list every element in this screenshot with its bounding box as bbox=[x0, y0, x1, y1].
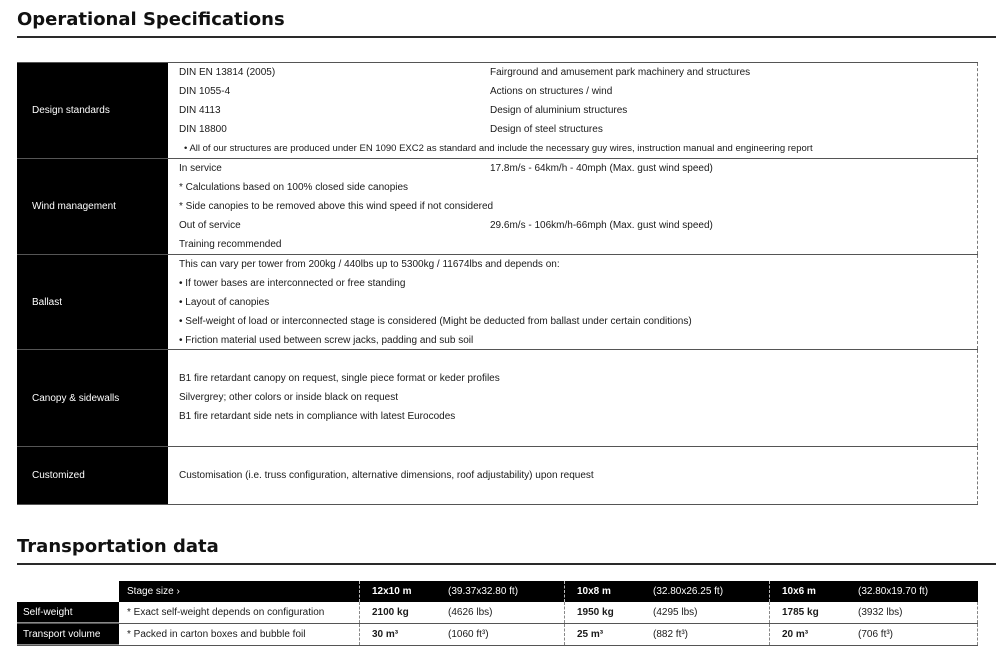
spec-line: Customisation (i.e. truss configuration, alternative dimensions, roof adjustability) upon request bbox=[179, 470, 594, 481]
imperial-value: (4295 lbs) bbox=[653, 607, 698, 618]
spec-row-label: Wind management bbox=[17, 159, 168, 254]
title-divider bbox=[17, 36, 996, 38]
standard-description: Design of aluminium structures bbox=[490, 105, 628, 116]
spec-row-label: Canopy & sidewalls bbox=[17, 350, 168, 446]
spec-row-wind-management bbox=[17, 158, 978, 254]
spec-row-label: Ballast bbox=[17, 255, 168, 349]
imperial-value: (1060 ft³) bbox=[448, 629, 489, 640]
transport-row-transport-volume bbox=[17, 624, 978, 646]
metric-value: 1785 kg bbox=[769, 602, 846, 623]
header-spacer bbox=[17, 581, 119, 602]
spec-row-body bbox=[168, 350, 978, 446]
stage-size: 12x10 m bbox=[359, 581, 436, 602]
stage-size: 10x8 m bbox=[564, 581, 641, 602]
spec-line bbox=[179, 216, 977, 235]
spec-line: This can vary per tower from 200kg / 440lbs up to 5300kg / 11674lbs and depends on: bbox=[179, 259, 560, 270]
spec-line: B1 fire retardant side nets in compliance with latest Eurocodes bbox=[179, 411, 456, 422]
operational-specifications-table bbox=[17, 62, 978, 505]
metric-value: 1950 kg bbox=[564, 602, 641, 623]
standard-description: Actions on structures / wind bbox=[490, 86, 613, 97]
imperial-value: (706 ft³) bbox=[846, 624, 978, 645]
wind-note: * Side canopies to be removed above this wind speed if not considered bbox=[179, 201, 494, 212]
spec-line bbox=[179, 178, 977, 197]
spec-row-design-standards bbox=[17, 62, 978, 158]
title-divider bbox=[17, 563, 996, 565]
standard-code: DIN 1055-4 bbox=[179, 86, 231, 97]
metric-value: 20 m³ bbox=[769, 624, 846, 645]
spec-row-body bbox=[168, 447, 978, 504]
wind-speed: 17.8m/s - 64km/h - 40mph (Max. gust wind speed) bbox=[490, 163, 713, 174]
spec-row-body bbox=[168, 159, 978, 254]
spec-row-ballast bbox=[17, 254, 978, 349]
spec-row-body bbox=[168, 63, 978, 158]
spec-line bbox=[179, 197, 977, 216]
wind-note: * Calculations based on 100% closed side canopies bbox=[179, 182, 409, 193]
spec-line bbox=[179, 120, 977, 139]
spec-row-customized bbox=[17, 446, 978, 505]
spec-line: • If tower bases are interconnected or free standing bbox=[179, 278, 406, 289]
stage-size: 10x6 m bbox=[769, 581, 846, 602]
spec-line bbox=[179, 101, 977, 120]
operational-specifications-title: Operational Specifications bbox=[17, 9, 285, 30]
spec-line bbox=[179, 159, 977, 178]
stage-size-imperial: (32.80x26.25 ft) bbox=[641, 581, 769, 602]
transport-row-note: * Packed in carton boxes and bubble foil bbox=[127, 629, 306, 640]
standard-code: DIN EN 13814 (2005) bbox=[179, 67, 276, 78]
spec-line: Silvergrey; other colors or inside black on request bbox=[179, 392, 398, 403]
spec-row-body bbox=[168, 255, 978, 349]
transport-row-note: * Exact self-weight depends on configuration bbox=[127, 607, 325, 618]
spec-line: • Friction material used between screw jacks, padding and sub soil bbox=[179, 335, 474, 346]
wind-condition: In service bbox=[179, 163, 222, 174]
metric-value: 25 m³ bbox=[564, 624, 641, 645]
stage-size-imperial: (32.80x19.70 ft) bbox=[846, 581, 978, 602]
standard-code: DIN 4113 bbox=[179, 105, 221, 116]
spec-row-canopy-sidewalls bbox=[17, 349, 978, 446]
standard-code: DIN 18800 bbox=[179, 124, 227, 135]
spec-line bbox=[179, 235, 977, 254]
wind-speed: 29.6m/s - 106km/h-66mph (Max. gust wind speed) bbox=[490, 220, 713, 231]
transport-row-self-weight bbox=[17, 602, 978, 624]
imperial-value: (4626 lbs) bbox=[448, 607, 493, 618]
spec-line: • Layout of canopies bbox=[179, 297, 270, 308]
standard-description: Fairground and amusement park machinery and structures bbox=[490, 67, 751, 78]
stage-size-imperial: (39.37x32.80 ft) bbox=[436, 581, 564, 602]
spec-line bbox=[179, 82, 977, 101]
transport-row-label: Transport volume bbox=[17, 624, 119, 645]
metric-value: 2100 kg bbox=[359, 602, 436, 623]
spec-line: B1 fire retardant canopy on request, single piece format or keder profiles bbox=[179, 373, 500, 384]
imperial-value: (3932 lbs) bbox=[846, 602, 978, 623]
metric-value: 30 m³ bbox=[359, 624, 436, 645]
transportation-data-title: Transportation data bbox=[17, 536, 219, 557]
wind-condition: Out of service bbox=[179, 220, 241, 231]
transport-header-row bbox=[17, 581, 978, 602]
stage-size-label: Stage size › bbox=[119, 581, 359, 602]
wind-note: Training recommended bbox=[179, 239, 282, 250]
imperial-value: (882 ft³) bbox=[653, 629, 689, 640]
spec-line bbox=[179, 63, 977, 82]
spec-line: • Self-weight of load or interconnected stage is considered (Might be deducted from ballast under certain conditions) bbox=[179, 316, 692, 327]
standards-note: • All of our structures are produced under EN 1090 EXC2 as standard and include the necessary guy wires, instruction manual and engineering report bbox=[184, 143, 813, 154]
spec-row-label: Customized bbox=[17, 447, 168, 504]
standard-description: Design of steel structures bbox=[490, 124, 603, 135]
spec-row-label: Design standards bbox=[17, 63, 168, 158]
transport-row-label: Self-weight bbox=[17, 602, 119, 623]
